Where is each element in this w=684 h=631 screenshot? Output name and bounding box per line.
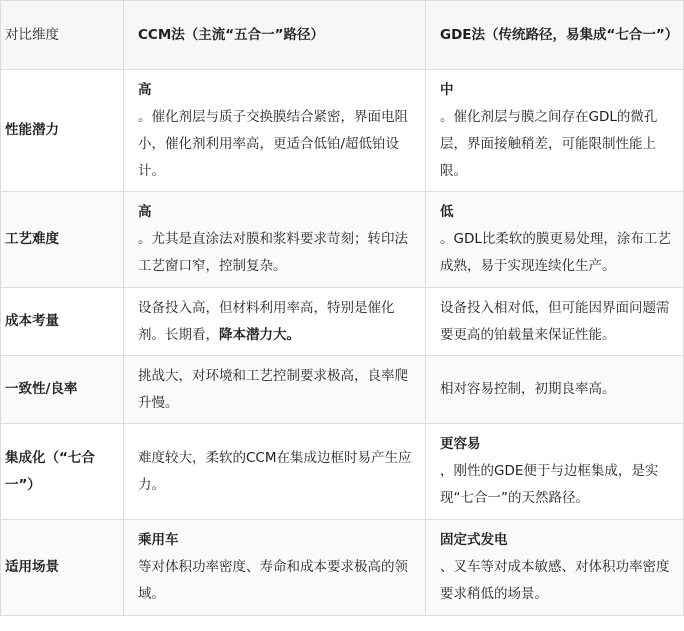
gde-level: 固定式发电 xyxy=(440,532,508,548)
ccm-text-strong: 降本潜力大。 xyxy=(219,326,300,343)
table-row xyxy=(1,70,684,192)
gde-text: ，刚性的GDE便于与边框集成，是实现“七合一”的天然路径。 xyxy=(440,463,659,506)
table-row xyxy=(1,520,684,616)
ccm-cell xyxy=(124,424,426,520)
table-header-row xyxy=(1,1,684,70)
row-label: 集成化（“七合一”） xyxy=(1,424,124,520)
table-row xyxy=(1,288,684,356)
table-row xyxy=(1,424,684,520)
gde-level: 低 xyxy=(440,204,454,220)
ccm-text: 等对体积功率密度、寿命和成本要求极高的领域。 xyxy=(138,559,408,602)
gde-text: 、叉车等对成本敏感、对体积功率密度要求稍低的场景。 xyxy=(440,559,670,602)
row-label: 一致性/良率 xyxy=(1,356,124,424)
gde-text: 。GDL比柔软的膜更易处理，涂布工艺成熟，易于实现连续化生产。 xyxy=(440,231,671,274)
gde-cell xyxy=(426,356,684,424)
row-label: 性能潜力 xyxy=(1,70,124,192)
ccm-cell xyxy=(124,70,426,192)
gde-level: 中 xyxy=(440,81,454,98)
gde-cell xyxy=(426,70,684,192)
gde-level: 更容易 xyxy=(440,436,481,452)
ccm-text: 挑战大，对环境和工艺控制要求极高，良率爬升慢。 xyxy=(138,367,408,411)
ccm-text: 。催化剂层与质子交换膜结合紧密，界面电阻小，催化剂利用率高，更适合低铂/超低铂设计。 xyxy=(138,108,408,179)
header-gde: GDE法（传统路径，易集成“七合一”） xyxy=(426,1,684,70)
gde-cell xyxy=(426,424,684,520)
ccm-level: 高 xyxy=(138,204,152,220)
row-label: 工艺难度 xyxy=(1,192,124,288)
ccm-level: 高 xyxy=(138,81,152,98)
ccm-cell xyxy=(124,192,426,288)
ccm-cell xyxy=(124,520,426,616)
table-row xyxy=(1,192,684,288)
gde-cell xyxy=(426,192,684,288)
ccm-text: 。尤其是直涂法对膜和浆料要求苛刻；转印法工艺窗口窄，控制复杂。 xyxy=(138,231,408,274)
gde-text: 。催化剂层与膜之间存在GDL的微孔层，界面接触稍差，可能限制性能上限。 xyxy=(440,108,658,179)
gde-cell xyxy=(426,520,684,616)
ccm-cell xyxy=(124,356,426,424)
ccm-level: 乘用车 xyxy=(138,532,179,548)
row-label: 成本考量 xyxy=(1,288,124,356)
table-row xyxy=(1,356,684,424)
ccm-text: 难度较大，柔软的CCM在集成边框时易产生应力。 xyxy=(138,449,412,493)
gde-text: 设备投入相对低，但可能因界面问题需要更高的铂载量来保证性能。 xyxy=(440,299,670,343)
gde-text: 相对容易控制，初期良率高。 xyxy=(440,381,616,397)
row-label: 适用场景 xyxy=(1,520,124,616)
ccm-text: 设备投入高，但材料利用率高，特别是催化剂。长期看， xyxy=(138,299,395,343)
gde-cell xyxy=(426,288,684,356)
header-dimension: 对比维度 xyxy=(1,1,124,70)
ccm-cell xyxy=(124,288,426,356)
header-ccm: CCM法（主流“五合一”路径） xyxy=(124,1,426,70)
